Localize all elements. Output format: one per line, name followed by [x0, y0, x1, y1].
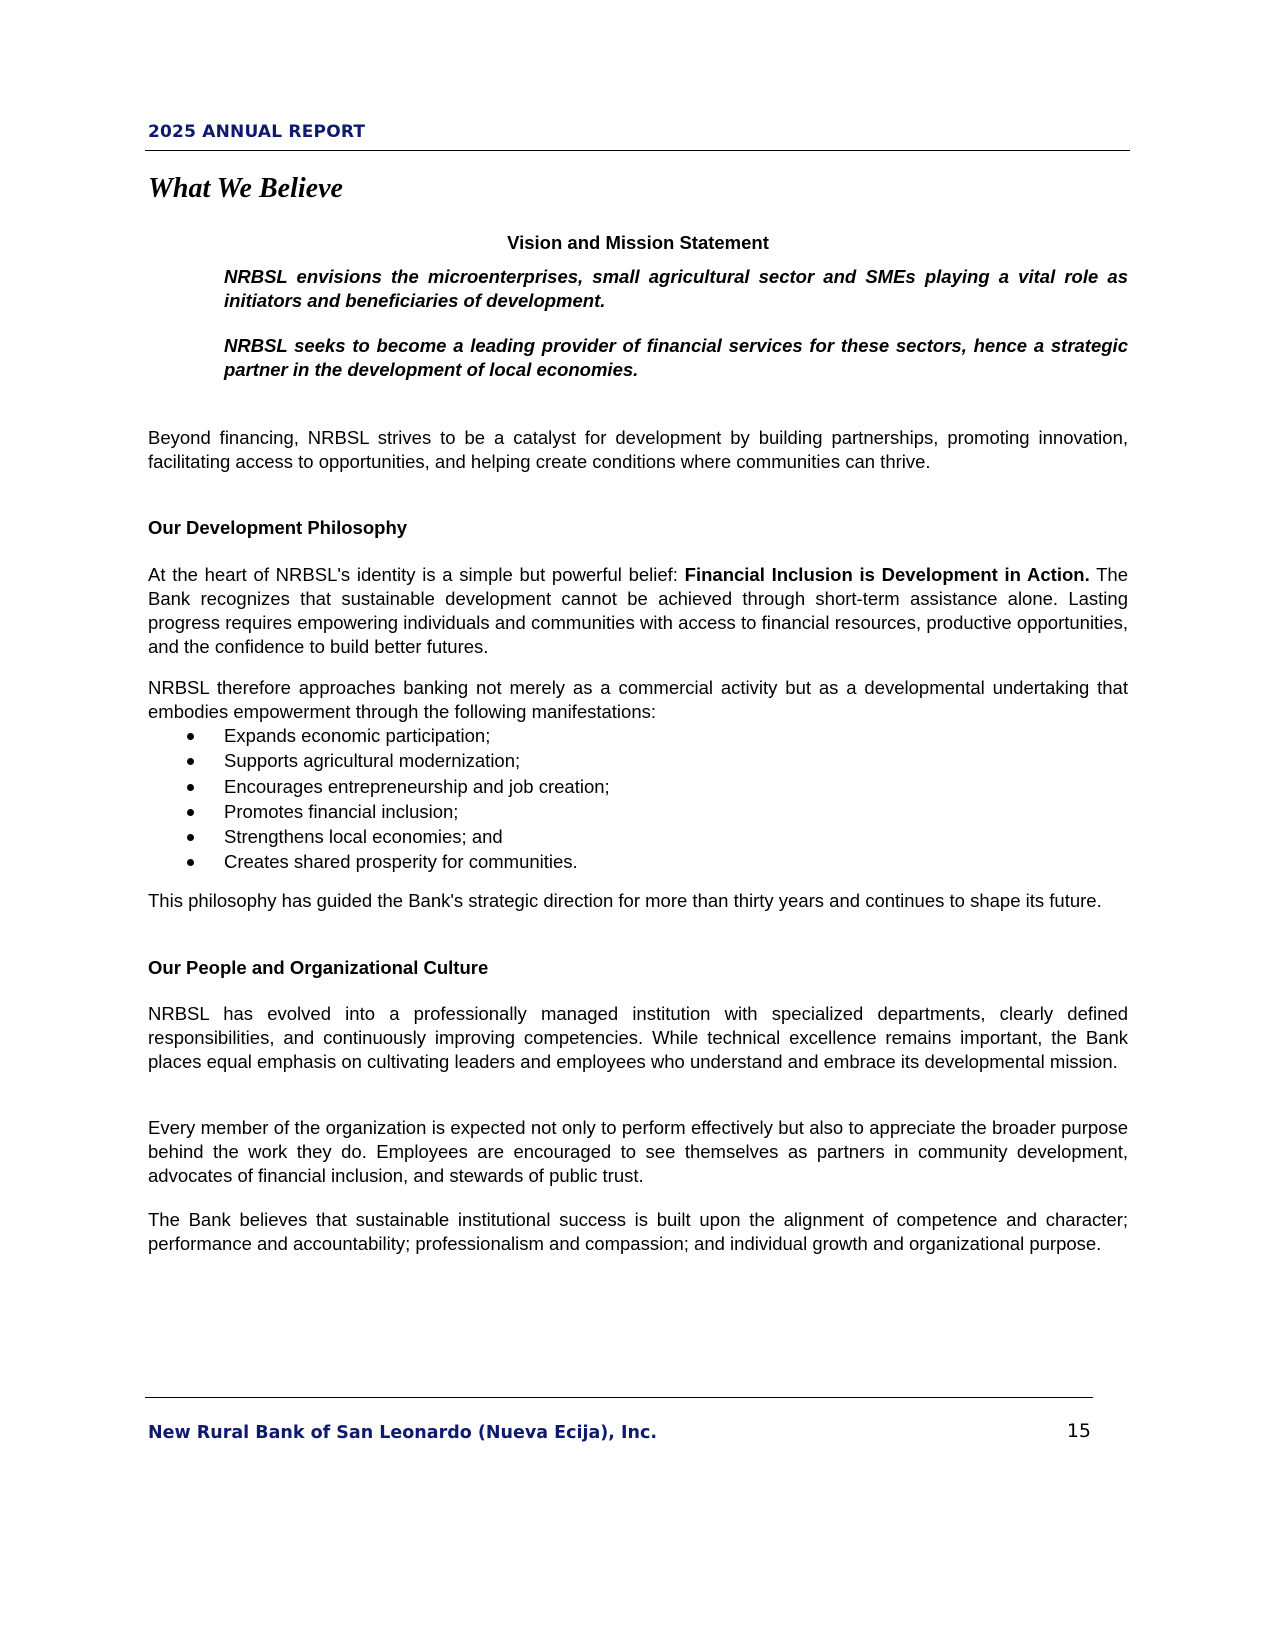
philosophy-heading: Our Development Philosophy	[148, 517, 408, 538]
vision-statement: NRBSL envisions the microenterprises, small agricultural sector and SMEs playing a vital role as initiators and beneficiaries of development.	[224, 266, 1128, 311]
list-item	[148, 748, 1128, 773]
list-item	[148, 723, 1128, 748]
culture-paragraph-3: The Bank believes that sustainable institutional success is built upon the alignment of competence and character; performance and accountability; professionalism and compassion; and individual growth and organizational purpose.	[148, 1209, 1128, 1254]
list-item-text: Creates shared prosperity for communities.	[224, 851, 578, 873]
philosophy-paragraph-2: NRBSL therefore approaches banking not merely as a commercial activity but as a developmental undertaking that embodies empowerment through the following manifestations:	[148, 677, 1128, 722]
mission-statement: NRBSL seeks to become a leading provider of financial services for these sectors, hence a strategic partner in the development of local economies.	[224, 335, 1128, 380]
philosophy-p1-belief: Financial Inclusion is Development in Action.	[684, 564, 1090, 585]
section-title: What We Believe	[148, 173, 343, 204]
bullet-icon	[187, 809, 194, 816]
page-number: 15	[1066, 1420, 1091, 1442]
philosophy-p1-lead: At the heart of NRBSL's identity is a simple but powerful belief:	[148, 564, 685, 585]
culture-paragraph-1: NRBSL has evolved into a professionally managed institution with specialized departments, clearly defined responsibilities, and continuously improving competencies. While technical excellence remains important, the Bank places equal emphasis on cultivating leaders and employees who understand and embrace its developmental mission.	[148, 1003, 1128, 1072]
bullet-icon	[187, 859, 194, 866]
report-header-title: 2025 ANNUAL REPORT	[148, 122, 366, 142]
bullet-icon	[187, 733, 194, 740]
philosophy-p1-rest: The Bank recognizes that sustainable development cannot be achieved through short-term assistance alone. Lasting progress requires empowering individuals and communities with access to financial resources, productive opportunities, and the confidence to build better futures.	[148, 564, 1128, 657]
intro-paragraph: Beyond financing, NRBSL strives to be a catalyst for development by building partnerships, promoting innovation, facilitating access to opportunities, and helping create conditions where communities can thrive.	[148, 427, 1128, 472]
philosophy-paragraph-1	[148, 563, 1128, 659]
list-item-text: Strengthens local economies; and	[224, 826, 503, 848]
bullet-icon	[187, 834, 194, 841]
header-divider	[145, 150, 1130, 151]
vision-mission-heading: Vision and Mission Statement	[507, 232, 769, 253]
list-item	[148, 774, 1128, 799]
manifestations-list	[148, 723, 1128, 875]
bullet-icon	[187, 758, 194, 765]
culture-paragraph-2: Every member of the organization is expected not only to perform effectively but also to appreciate the broader purpose behind the work they do. Employees are encouraged to see themselves as partners in community development, advocates of financial inclusion, and stewards of public trust.	[148, 1117, 1128, 1186]
bullet-icon	[187, 784, 194, 791]
philosophy-paragraph-3: This philosophy has guided the Bank's strategic direction for more than thirty years and continues to shape its future.	[148, 890, 1102, 911]
list-item-text: Supports agricultural modernization;	[224, 750, 521, 772]
list-item	[148, 849, 1128, 874]
list-item-text: Expands economic participation;	[224, 725, 491, 746]
list-item-text: Encourages entrepreneurship and job creation;	[224, 775, 610, 797]
footer-divider	[145, 1397, 1093, 1398]
culture-heading: Our People and Organizational Culture	[148, 957, 489, 978]
list-item	[148, 824, 1128, 849]
list-item	[148, 799, 1128, 824]
list-item-text: Promotes financial inclusion;	[224, 800, 459, 822]
footer-bank-name: New Rural Bank of San Leonardo (Nueva Ecija), Inc.	[148, 1423, 657, 1443]
